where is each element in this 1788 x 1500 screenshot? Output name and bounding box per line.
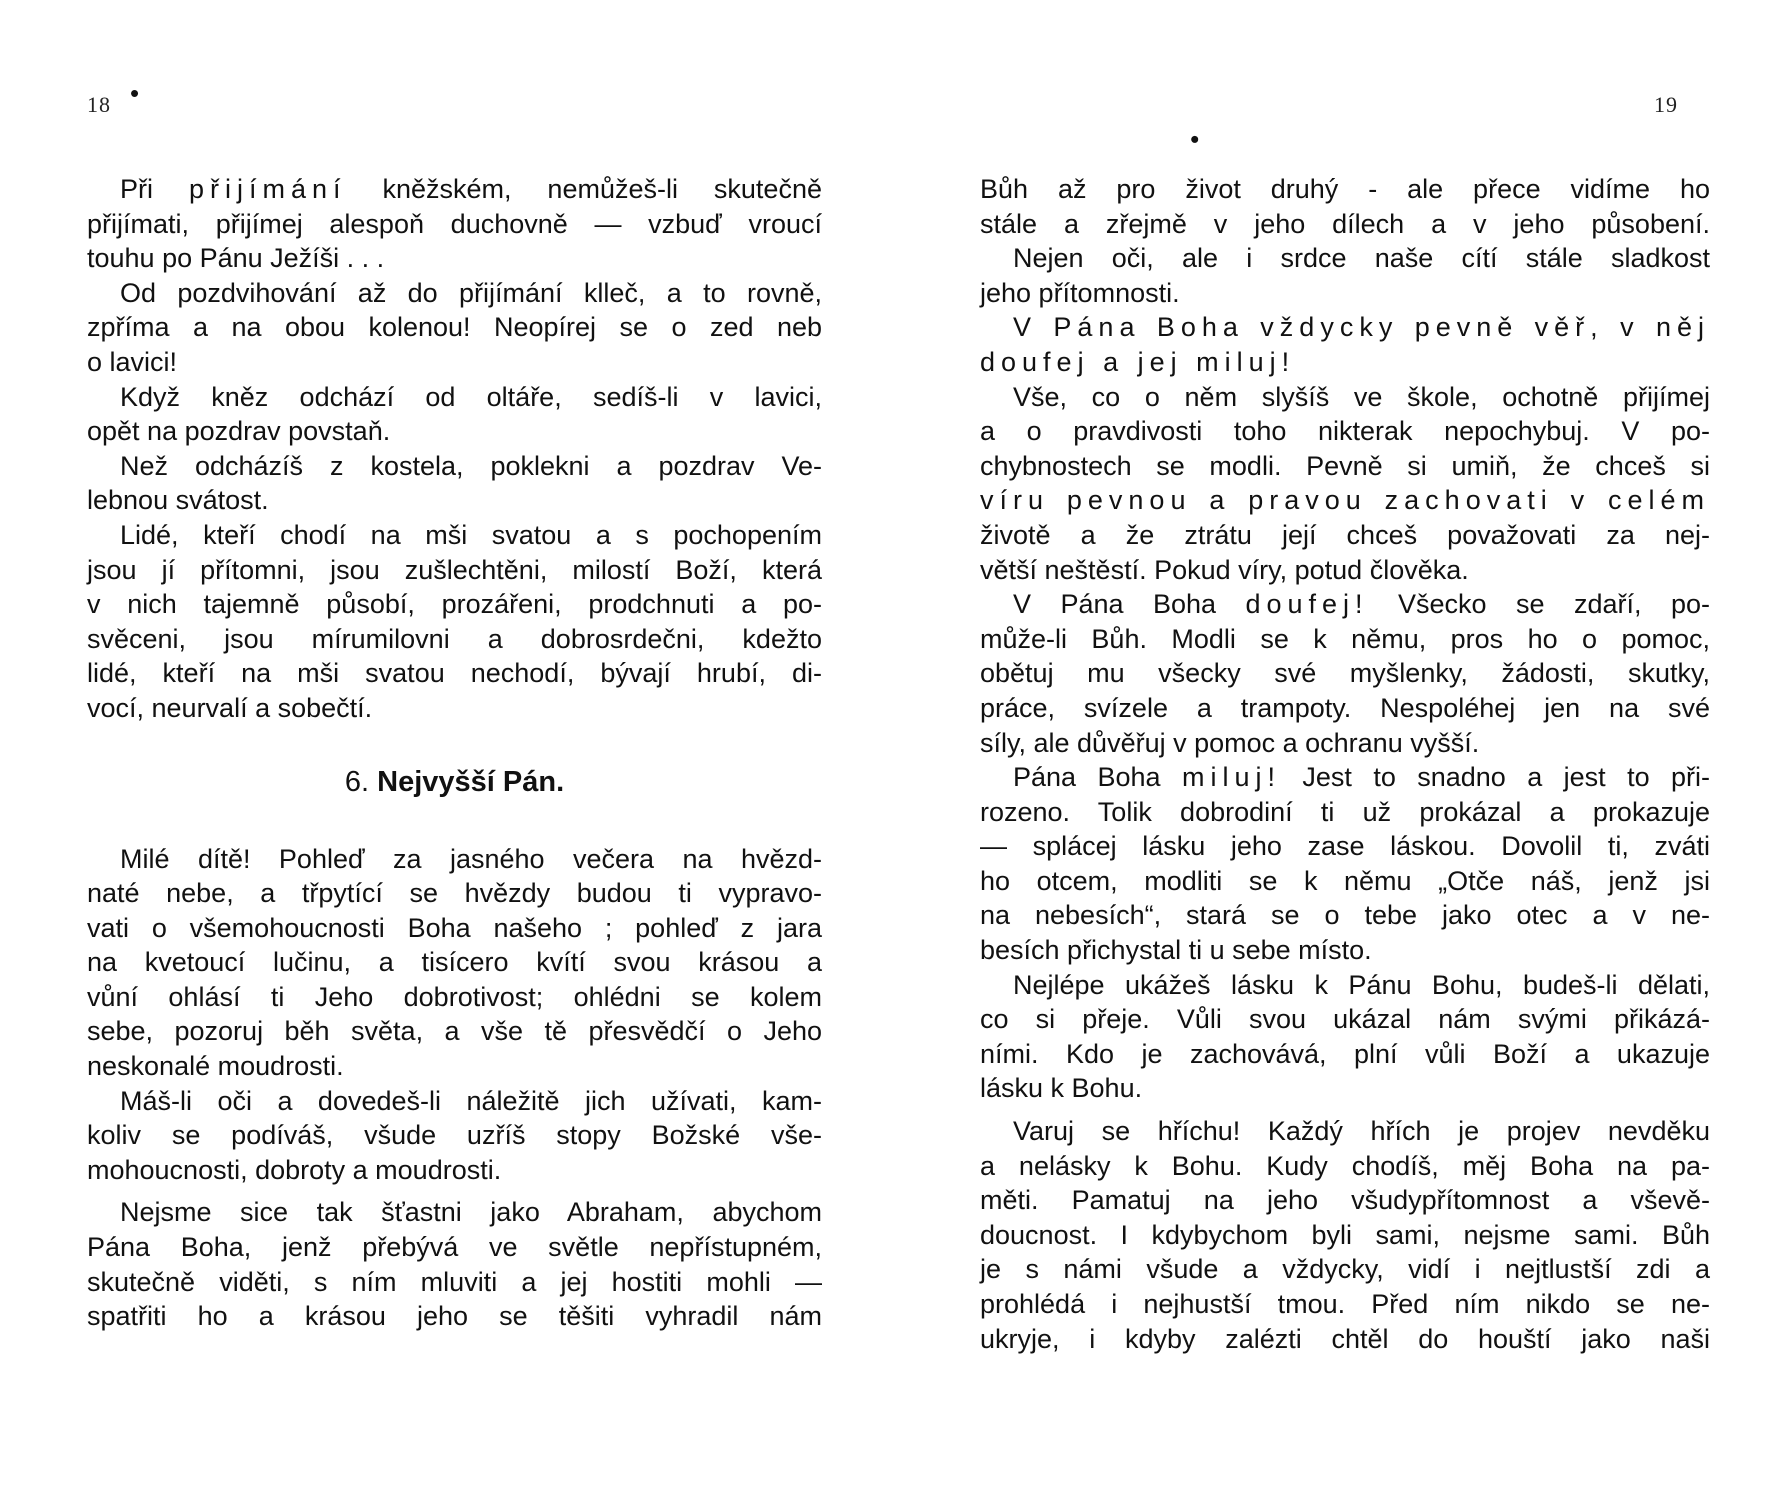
text-line: prohlédá i nejhustší tmou. Před ním nikdo se ne- [980,1289,1710,1319]
text-line: Nejlépe ukážeš lásku k Pánu Bohu, budeš-li dělati, [1013,969,1710,1000]
text-line: Máš-li oči a dovedeš-li náležitě jich užívati, kam- [120,1085,822,1116]
text-line: lidé, kteří na mši svatou nechodí, bývají hrubí, di- [87,658,822,689]
text-line: ukryje, i kdyby zalézti chtěl do houští jako naši [980,1323,1710,1354]
text-line: besích přichystal ti u sebe místo. [980,935,1372,966]
text-line: chybnostech se modli. Pevně si umiň, že chceš si [980,450,1710,481]
ink-dot-mark: • [1184,123,1206,155]
page-number: 19 [1654,92,1678,117]
emphasized-word: přijímání [188,174,347,204]
paragraph-gap [980,1106,1710,1114]
text-line: je s námi všude a vždycky, vidí i nejtlustší zdi a [980,1254,1710,1285]
text-line: měti. Pamatuj na jeho všudypřítomnost a vševě- [980,1185,1710,1216]
text-line: Nejsme sice tak šťastni jako Abraham, abychom [120,1197,822,1228]
text-run: Při [120,174,153,204]
text-line: skutečně viděti, s ním mluviti a jej hostiti mohli — [87,1266,822,1297]
text-line: doucnost. I kdybychom byli sami, nejsme sami. Bůh [980,1219,1710,1250]
text-line: Když kněz odchází od oltáře, sedíš-li v lavici, [120,381,822,412]
text-line: opět na pozdrav povstaň. [87,416,391,447]
right-page [894,0,1788,1500]
text-line: síly, ale důvěřuj v pomoc a ochranu vyšší. [980,727,1480,758]
text-run: Všecko se zdaří, po- [1398,589,1710,620]
text-line: zpříma a na obou kolenou! Neopírej se o zed neb [87,312,822,343]
emphasized-word: doufej! [1245,589,1369,620]
text-line: naté nebe, a třpytící se hvězdy budou ti vypravo- [87,878,822,909]
text-line: Varuj se hříchu! Každý hřích je projev nevděku [1013,1116,1710,1147]
text-line: stále a zřejmě v jeho dílech a v jeho působení. [980,208,1710,239]
text-run: V Pána Boha [1013,589,1217,620]
text-line: spatřiti ho a krásou jeho se těšiti vyhradil nám [87,1301,822,1332]
text-line: Lidé, kteří chodí na mši svatou a s pochopením [120,519,822,550]
section-title: Nejvyšší Pán. [377,765,565,798]
text-run: Jest to snadno a jest to při- [1302,762,1710,793]
text-line: vůní ohlásí ti Jeho dobrotivost; ohlédni se kolem [87,981,822,1012]
text-line [980,760,1710,795]
text-line: Od pozdvihování až do přijímání klleč, a to rovně, [120,277,822,308]
text-line: jeho přítomnosti. [980,277,1180,308]
text-line: na kvetoucí lučinu, a tisícero kvítí svou krásou a [87,947,822,978]
text-line: přijímati, přijímej alespoň duchovně — vzbuď vroucí [87,208,822,239]
section-heading [87,762,822,802]
text-line: na nebesích“, stará se o tebe jako otec a v ne- [980,900,1710,931]
text-line: víru pevnou a pravou zachovati v celém [980,485,1710,516]
text-line: — splácej lásku jeho zase láskou. Dovolil ti, zváti [980,831,1710,862]
text-line: Milé dítě! Pohleď za jasného večera na hvězd- [120,843,822,874]
text-line: větší neštěstí. Pokud víry, potud člověka. [980,554,1469,585]
right-text-column [980,172,1710,1356]
text-line: Vše, co o něm slyšíš ve škole, ochotně přijímej [1013,381,1710,412]
text-line: doufej a jej miluj! [980,346,1296,377]
text-line: co si přeje. Vůli svou ukázal nám svými přikázá- [980,1004,1710,1035]
text-run: kněžském, nemůžeš-li skutečně [382,174,822,204]
text-line: a nelásky k Bohu. Kudy chodíš, měj Boha na pa- [980,1150,1710,1181]
text-line: jsou jí přítomni, jsou zušlechtěni, milostí Boží, která [87,554,822,585]
text-line: svěceni, jsou mírumilovni a dobrosrdečni, kdežto [87,623,822,654]
text-line: v nich tajemně působí, prozářeni, prodchnuti a po- [87,589,822,620]
text-run: Pána Boha [1013,762,1161,793]
text-line: Bůh až pro život druhý - ale přece vidíme ho [980,174,1710,204]
text-line: vocí, neurvalí a sobečtí. [87,692,373,723]
text-line: lásku k Bohu. [980,1073,1143,1104]
text-line: vati o všemohoucnosti Boha našeho ; pohleď z jara [87,912,822,943]
text-line: neskonalé moudrosti. [87,1051,344,1082]
text-line: mohoucnosti, dobroty a moudrosti. [87,1154,502,1185]
text-line: práce, svízele a trampoty. Nespoléhej jen na své [980,692,1710,723]
paragraph-gap [87,1187,822,1195]
text-line: může-li Bůh. Modli se k němu, pros ho o pomoc, [980,623,1710,654]
text-line: touhu po Pánu Ježíši . . . [87,243,385,274]
text-line: sebe, pozoruj běh světa, a vše tě přesvědčí o Jeho [87,1016,822,1047]
text-line: ho otcem, modliti se k němu „Otče náš, jenž jsi [980,865,1710,896]
page-number: 18 [87,92,111,117]
text-line [87,172,822,207]
text-line [980,587,1710,622]
text-line: obětuj mu všecky své myšlenky, žádosti, skutky, [980,658,1710,689]
text-line: lebnou svátost. [87,485,269,516]
text-line: Nejen oči, ale i srdce naše cítí stále sladkost [1013,243,1710,274]
text-line: a o pravdivosti toho nikterak nepochybuj. V po- [980,416,1710,447]
section-number: 6. [344,765,370,798]
text-line: koliv se podíváš, všude uzříš stopy Božské vše- [87,1120,822,1151]
text-line: V Pána Boha vždycky pevně věř, v něj [1013,312,1710,343]
text-line: o lavici! [87,346,178,377]
emphasized-word: miluj! [1181,762,1281,793]
text-line: životě a že ztrátu její chceš považovati za nej- [980,519,1710,550]
text-line: rozeno. Tolik dobrodiní ti už prokázal a prokazuje [980,796,1710,827]
text-line: Než odcházíš z kostela, poklekni a pozdrav Ve- [120,450,822,481]
text-line: ními. Kdo je zachovává, plní vůli Boží a ukazuje [980,1038,1710,1069]
text-line: Pána Boha, jenž přebývá ve světle nepřístupném, [87,1232,822,1263]
ink-dot-mark: • [130,78,140,108]
left-text-column [87,172,822,1334]
